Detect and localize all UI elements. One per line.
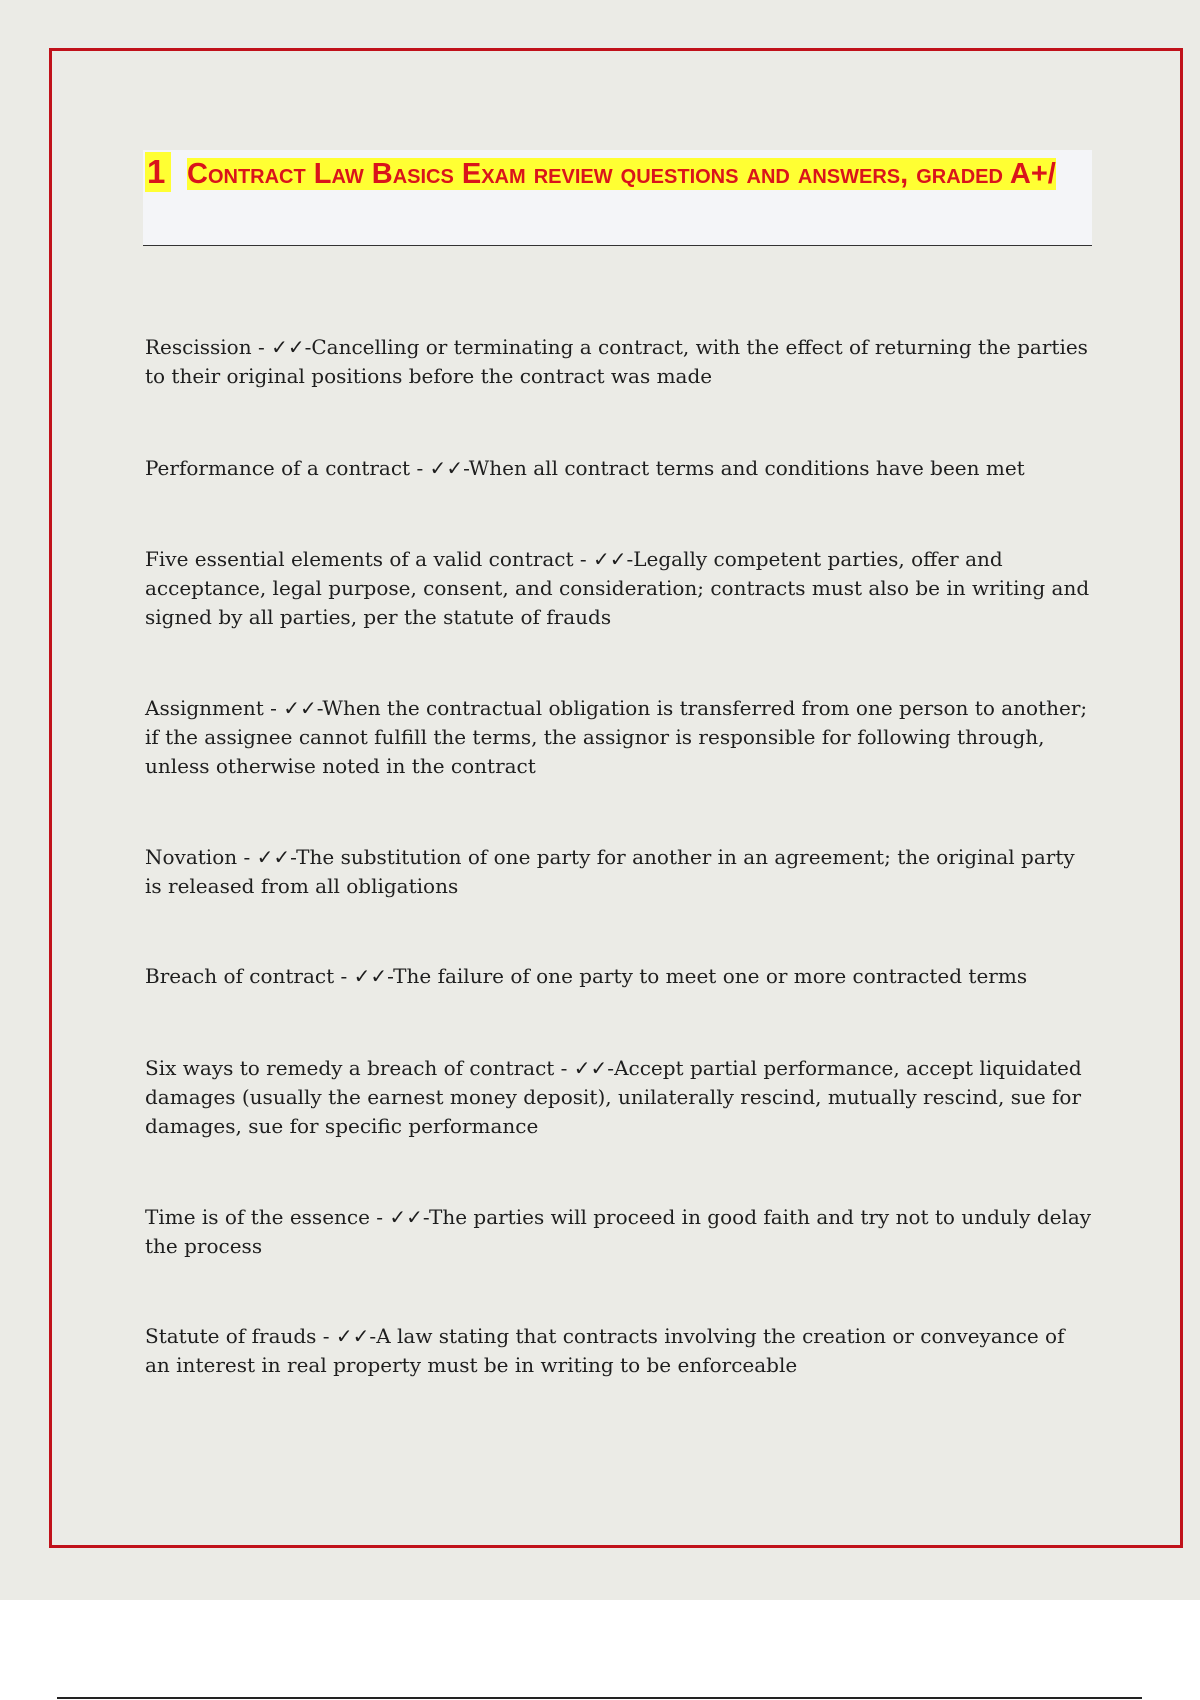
qa-item-five-elements: Five essential elements of a valid contract - ✓✓-Legally competent parties, offer and acceptance, legal purpose, consent, and consideration; contracts must also be in writing and signed by all parties, per the statute of frauds <box>145 547 1090 629</box>
qa-item-remedies: Six ways to remedy a breach of contract - ✓✓-Accept partial performance, accept liquidated damages (usually the earnest money deposit), unilaterally rescind, mutually rescind, sue for damages, sue for specific performance <box>145 1056 1082 1138</box>
heading-number: 1 <box>145 152 171 192</box>
page-title <box>187 152 1067 196</box>
qa-item-statute-frauds: Statute of frauds - ✓✓-A law stating that contracts involving the creation or conveyance of an interest in real property must be in writing to be enforceable <box>145 1324 1065 1377</box>
qa-item-assignment: Assignment - ✓✓-When the contractual obligation is transferred from one person to another; if the assignee cannot fulfill the terms, the assignor is responsible for following through, unless otherwise noted in the contract <box>145 696 1088 778</box>
qa-item-rescission: Rescission - ✓✓-Cancelling or terminating a contract, with the effect of returning the parties to their original positions before the contract was made <box>145 335 1088 388</box>
qa-item-breach: Breach of contract - ✓✓-The failure of one party to meet one or more contracted terms <box>145 964 1028 988</box>
page-title-text: Contract Law Basics Exam review questions and answers, graded A+/ <box>187 158 1056 190</box>
qa-item-performance: Performance of a contract - ✓✓-When all contract terms and conditions have been met <box>145 456 1025 480</box>
title-block <box>143 150 1092 246</box>
qa-item-time-essence: Time is of the essence - ✓✓-The parties will proceed in good faith and try not to unduly delay the process <box>145 1205 1092 1258</box>
qa-item-novation: Novation - ✓✓-The substitution of one party for another in an agreement; the original party is released from all obligations <box>145 845 1075 898</box>
footer-divider <box>57 1697 1142 1699</box>
